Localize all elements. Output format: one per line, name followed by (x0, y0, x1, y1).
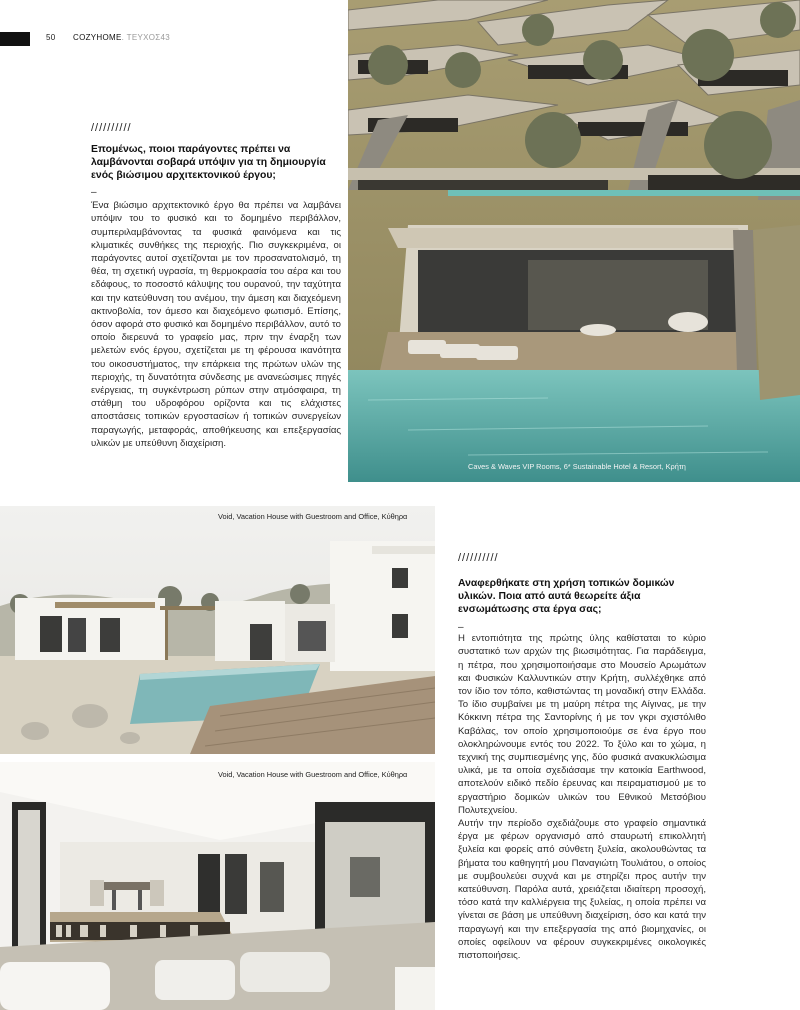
photo-caves-waves (348, 0, 800, 482)
page-header (0, 32, 340, 46)
interview-answer-part-2: Αυτήν την περίοδο σχεδιάζουμε στο γραφείο σημαντικά έργα με φέρων οργανισμό από σταυρωτή επικολλητή ξυλεία και φορείς από σύνθετη ξυλεία, ακολουθώντας τα βήματα του καθηγητή μου Παναγιώτη Τουλιάτου, ο οποίος με συμβουλεύει συχνά και με στηρίζει προς αυτήν την κατεύθυνση. Παρόλα αυτά, χρειάζεται ιδιαίτερη προσοχή, τόσο κατά την καλλιέργεια της ξυλείας, η οποία πρέπει να γίνεται σε βάση με υπεύθυνη διαχείριση, όσο και κατά την παραγωγή και την επεξεργασία της από βιομηχανίες, οι οποίες οφείλουν να φέρουν συγκεκριμένες οικολογικές πιστοποιήσεις. (458, 818, 706, 962)
header-black-bar (0, 32, 30, 46)
void-interior-illustration (0, 762, 435, 1010)
page-number: 50 (46, 33, 56, 42)
interview-question: Αναφερθήκατε στη χρήση τοπικών δομικών υλικών. Ποια από αυτά θεωρείτε άξια ενσωμάτωσης στα έργα σας; (458, 578, 675, 616)
void-exterior-caption: Void, Vacation House with Guestroom and Office, Κύθηρα (218, 512, 408, 521)
photo-void-exterior (0, 506, 435, 754)
void-exterior-illustration (0, 506, 435, 754)
interview-answer: Ένα βιώσιμο αρχιτεκτονικό έργο θα πρέπει να λαμβάνει υπόψιν του το φυσικό και το δομημένο περιβάλλον, συμπεριλαμβάνοντας τα φυσικά φαινόμενα και τις κλιματικές συνθήκες της περιοχής. Πιο συγκεκριμένα, οι παράγοντες αυτοί σχετίζονται με τον προσανατολισμό, τη θέα, τη σχετική υγρασία, τη θερμοκρασία του αέρα και του εδάφους, το ποσοστό κάλυψης του ουρανού, την ταχύτητα και την κατεύθυνση του ανέμου, την άμεση και διαχεόμενη ακτινοβολία, τον άμεσο και διαχεόμενο φωτισμό. Επίσης, όσον αφορά στο φυσικό και δομημένο περιβάλλον, αυτό το οποίο διερευνά το γραφείο μας, πριν την έναρξη των μελετών ενός έργου, σχετίζεται με τη φέρουσα ικανότητα του οικοσυστήματος, την επάρκεια της πρώτων υλών της περιοχής, τη δυνατότητα σύνδεσης με ανανεώσιμες πηγές ενέργειας, τη συγκέντρωση ρύπων στην ατμόσφαιρα, τη στάθμη του υδροφόρου ορίζοντα και τις ελάχιστες αποστάσεις τοπικών εργοστασίων ή τοπικών συνεργείων παραγωγής, μεταφοράς, αποθήκευσης και επεξεργασίας υλικών με υπεύθυνη διαχείριση. (91, 200, 341, 449)
section-one (91, 122, 341, 450)
section-two (458, 552, 706, 962)
caves-waves-illustration (348, 0, 800, 482)
magazine-issue: . ΤΕΥΧΟΣ43 (121, 33, 171, 42)
section-divider: ////////// (458, 552, 499, 564)
magazine-title (73, 33, 170, 42)
interview-answer-part-1: Η εντοπιότητα της πρώτης ύλης καθίσταται το κύριο συστατικό των αρχών της βιωσιμότητας. Για παράδειγμα, η πέτρα, που χρησιμοποιήσαμε στο Μουσείο Αρωμάτων και Φυσικών Καλλυντικών στην Κρήτη, συλλέχθηκε από τον ίδιο τον τόπο, καθιστώντας τη μοναδική στην Ελλάδα. Το ίδιο συμβαίνει με τη μαύρη πέτρα της Αίγινας, με την Κόκκινη πέτρα της Σαντορίνης ή με τον γκρι σχιστόλιθο Καβάλας, τον οποίο χρησιμοποιούμε σε ένα έργο που ολοκληρώνουμε εντός του 2022. Το ξύλο και το χώμα, η τεχνική της συμπιεσμένης γης, δύο φυσικά ανακυκλώσιμα υλικά, με τα οποία σχεδιάσαμε την κατοικία Earthwood, αποτελούν ειδικό πεδίο έρευνας και πειραματισμού με το εργαστήριο δομικών υλικών του Εθνικού Μετσόβιου Πολυτεχνείου. (458, 633, 706, 816)
dash: – (458, 622, 464, 634)
caves-waves-caption: Caves & Waves VIP Rooms, 6* Sustainable Hotel & Resort, Κρήτη (468, 462, 686, 471)
section-divider: ////////// (91, 122, 132, 134)
interview-question: Επομένως, ποιοι παράγοντες πρέπει να λαμβάνονται σοβαρά υπόψιν για τη δημιουργία ενός βιώσιμου αρχιτεκτονικού έργου; (91, 144, 326, 182)
dash: – (91, 187, 97, 199)
magazine-brand: COZYHOME (73, 33, 122, 42)
void-interior-caption: Void, Vacation House with Guestroom and Office, Κύθηρα (218, 770, 408, 779)
photo-void-interior (0, 762, 435, 1010)
